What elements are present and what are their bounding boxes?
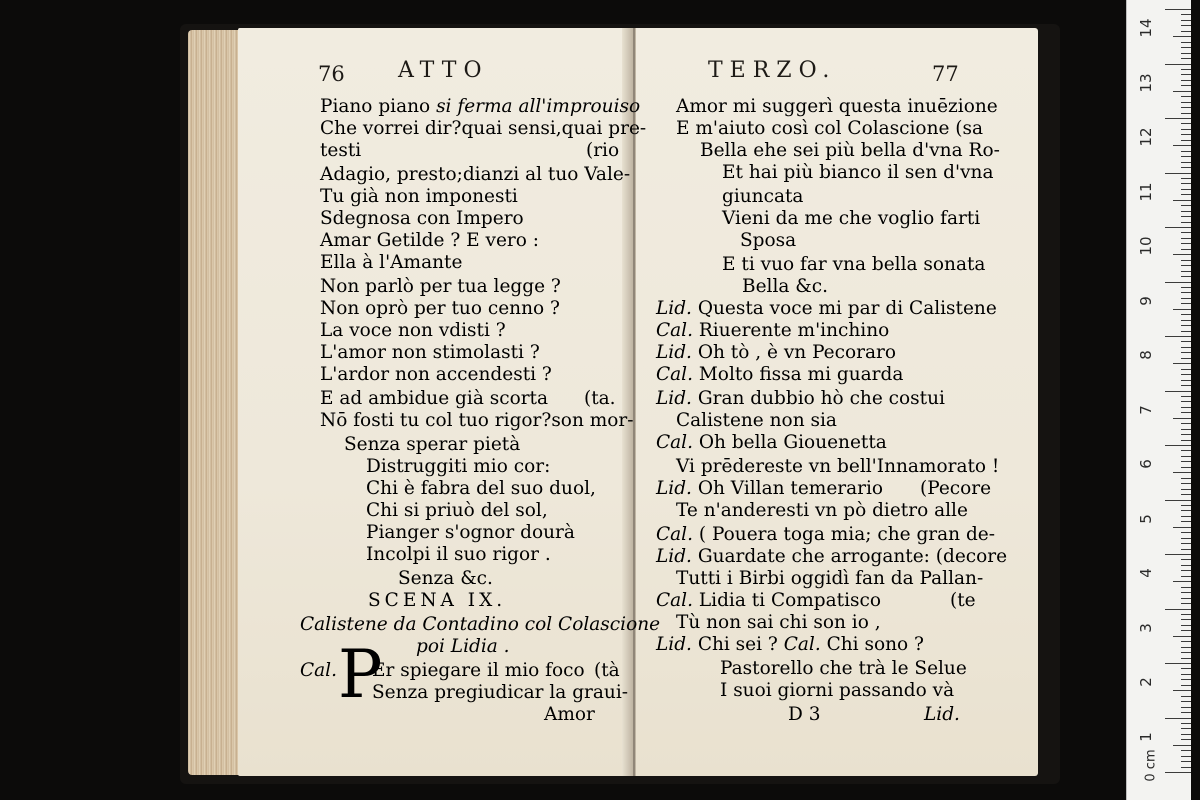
ruler-tick xyxy=(1181,494,1191,495)
ruler-tick xyxy=(1181,483,1191,484)
ruler-number: 4 xyxy=(1137,568,1155,578)
ruler-number: 7 xyxy=(1137,404,1155,415)
ruler-tick xyxy=(1165,9,1191,10)
ruler-tick xyxy=(1173,472,1191,473)
ruler-tick xyxy=(1181,129,1191,130)
left-page-text-line: Amar Getilde ? E vero : xyxy=(320,230,540,251)
ruler-tick xyxy=(1181,598,1191,599)
ruler-tick xyxy=(1181,347,1191,348)
left-page-text-line: Che vorrei dir?quai sensi,quai pre- xyxy=(320,118,647,139)
left-page-text-line: Piano piano si ferma all'improuiso xyxy=(320,96,641,117)
left-page-text-line: Sdegnosa con Impero xyxy=(320,208,524,229)
right-page-text-line: Vi prēdereste vn bell'Innamorato ! xyxy=(676,456,1000,477)
ruler-tick xyxy=(1181,712,1191,713)
right-page-text-line: Te n'anderesti vn pò dietro alle xyxy=(676,500,968,521)
ruler-tick xyxy=(1173,418,1191,419)
ruler-tick xyxy=(1181,696,1191,697)
right-page-text-line: Lid. Oh Villan temerario xyxy=(656,478,884,499)
ruler-tick xyxy=(1181,614,1191,615)
ruler-tick xyxy=(1181,260,1191,261)
left-page-text-line: Ella à l'Amante xyxy=(320,252,463,273)
right-page-text-line: Bella ehe sei più bella d'vna Ro- xyxy=(700,140,1000,161)
left-page-text-line: (ta. xyxy=(584,388,616,409)
ruler-tick xyxy=(1181,434,1191,435)
left-page-text-line: Pianger s'ognor dourà xyxy=(366,522,575,543)
ruler-tick xyxy=(1181,538,1191,539)
drop-capital: P xyxy=(338,636,383,713)
ruler-tick xyxy=(1173,363,1191,364)
ruler-tick xyxy=(1181,156,1191,157)
right-page-text-line: Lid. Oh tò , è vn Pecoraro xyxy=(656,342,896,363)
ruler-tick xyxy=(1181,31,1191,32)
left-page-text-line: testi xyxy=(320,140,362,161)
left-page-number: 76 xyxy=(318,62,345,86)
ruler-tick xyxy=(1181,194,1191,195)
left-page-text-line: Non parlò per tua legge ? xyxy=(320,276,561,297)
ruler-tick xyxy=(1181,325,1191,326)
ruler-tick xyxy=(1173,636,1191,637)
ruler-tick xyxy=(1181,211,1191,212)
ruler-tick xyxy=(1181,276,1191,277)
ruler-tick xyxy=(1181,14,1191,15)
ruler-tick xyxy=(1181,625,1191,626)
ruler-tick xyxy=(1173,309,1191,310)
ruler-tick xyxy=(1181,756,1191,757)
ruler-tick xyxy=(1181,565,1191,566)
right-page-text-line: (Pecore xyxy=(920,478,992,499)
ruler-tick xyxy=(1173,91,1191,92)
ruler-tick xyxy=(1181,630,1191,631)
ruler-tick xyxy=(1173,581,1191,582)
right-page-text-line: Cal. Oh bella Giouenetta xyxy=(656,432,887,453)
ruler-tick xyxy=(1165,772,1191,773)
ruler-tick xyxy=(1181,461,1191,462)
right-page-text-line: (te xyxy=(950,590,976,611)
ruler-tick xyxy=(1181,113,1191,114)
ruler-number: 11 xyxy=(1137,181,1155,202)
ruler-tick xyxy=(1181,331,1191,332)
ruler-tick xyxy=(1181,478,1191,479)
right-page-text-line: Bella &c. xyxy=(742,276,828,297)
ruler-tick xyxy=(1181,587,1191,588)
ruler-tick xyxy=(1181,232,1191,233)
ruler-tick xyxy=(1165,282,1191,283)
ruler-tick xyxy=(1181,396,1191,397)
ruler-tick xyxy=(1181,723,1191,724)
ruler-number: 9 xyxy=(1137,295,1155,306)
left-page-text-line: (tà xyxy=(594,660,620,681)
ruler-tick xyxy=(1181,668,1191,669)
ruler-tick xyxy=(1181,178,1191,179)
ruler-tick xyxy=(1173,690,1191,691)
ruler-tick xyxy=(1181,734,1191,735)
ruler-tick xyxy=(1181,750,1191,751)
ruler-tick xyxy=(1181,559,1191,560)
right-page-text-line: Et hai più bianco il sen d'vna xyxy=(722,162,994,183)
right-page-text-line: Lid. Guardate che arrogante: (decore xyxy=(656,546,1008,567)
ruler-tick xyxy=(1173,527,1191,528)
ruler-tick xyxy=(1173,254,1191,255)
ruler-tick xyxy=(1181,407,1191,408)
ruler-tick xyxy=(1181,47,1191,48)
ruler-tick xyxy=(1165,173,1191,174)
ruler-tick xyxy=(1173,145,1191,146)
ruler-number: 6 xyxy=(1137,459,1155,469)
right-page-text-line: Calistene non sia xyxy=(676,410,837,431)
ruler-tick xyxy=(1181,320,1191,321)
ruler-tick xyxy=(1181,510,1191,511)
ruler-number: 1 xyxy=(1137,731,1155,742)
ruler-tick xyxy=(1181,25,1191,26)
ruler-number: 8 xyxy=(1137,350,1155,360)
ruler-tick xyxy=(1181,222,1191,223)
ruler-tick xyxy=(1181,728,1191,729)
ruler-tick xyxy=(1165,445,1191,446)
ruler-tick xyxy=(1181,85,1191,86)
left-page-text-line: Senza sperar pietà xyxy=(344,434,521,455)
ruler-tick xyxy=(1181,385,1191,386)
ruler-tick xyxy=(1181,167,1191,168)
right-page-text-line: E m'aiuto così col Colascione (sa xyxy=(676,118,984,139)
ruler-tick xyxy=(1181,58,1191,59)
ruler-tick xyxy=(1181,287,1191,288)
ruler-tick xyxy=(1181,189,1191,190)
ruler-tick xyxy=(1181,549,1191,550)
ruler-tick xyxy=(1181,532,1191,533)
right-page-text-line: Lid. Gran dubbio hò che costui xyxy=(656,388,945,409)
left-page-text-line: La voce non vdisti ? xyxy=(320,320,506,341)
measuring-ruler xyxy=(1126,0,1191,800)
right-page-text-line: Lid. Questa voce mi par di Calistene xyxy=(656,298,997,319)
ruler-tick xyxy=(1181,592,1191,593)
ruler-tick xyxy=(1181,20,1191,21)
ruler-tick xyxy=(1181,358,1191,359)
ruler-tick xyxy=(1181,69,1191,70)
ruler-number: 12 xyxy=(1137,127,1155,147)
ruler-tick xyxy=(1181,205,1191,206)
right-page-text-line: Lid. xyxy=(924,704,960,725)
ruler-tick xyxy=(1181,374,1191,375)
right-page-text-line: E ti vuo far vna bella sonata xyxy=(722,254,986,275)
right-page-text-line: Lid. Chi sei ? Cal. Chi sono ? xyxy=(656,634,924,655)
ruler-tick xyxy=(1181,401,1191,402)
right-page-text-line: Cal. Molto fissa mi guarda xyxy=(656,364,904,385)
ruler-tick xyxy=(1181,674,1191,675)
ruler-tick xyxy=(1181,314,1191,315)
ruler-tick xyxy=(1181,369,1191,370)
ruler-tick xyxy=(1181,216,1191,217)
ruler-tick xyxy=(1181,53,1191,54)
ruler-tick xyxy=(1173,200,1191,201)
left-page-text-line: Senza &c. xyxy=(398,568,493,589)
ruler-tick xyxy=(1181,107,1191,108)
ruler-tick xyxy=(1181,271,1191,272)
right-page-text-line: Cal. Lidia ti Compatisco xyxy=(656,590,882,611)
left-page-text-line: (rio xyxy=(586,140,620,161)
ruler-tick xyxy=(1181,162,1191,163)
left-page-text-line: SCENA IX. xyxy=(368,590,507,611)
ruler-tick xyxy=(1181,767,1191,768)
ruler-tick xyxy=(1165,336,1191,337)
ruler-tick xyxy=(1181,183,1191,184)
left-page-text-line: Calistene da Contadino col Colascione xyxy=(300,614,661,635)
ruler-number: 14 xyxy=(1137,18,1155,38)
ruler-tick xyxy=(1181,707,1191,708)
right-page-text-line: Pastorello che trà le Selue xyxy=(720,658,967,679)
ruler-tick xyxy=(1181,74,1191,75)
ruler-tick xyxy=(1181,140,1191,141)
ruler-number: 5 xyxy=(1137,513,1155,524)
ruler-tick xyxy=(1181,249,1191,250)
ruler-tick xyxy=(1181,429,1191,430)
ruler-tick xyxy=(1181,521,1191,522)
ruler-tick xyxy=(1181,658,1191,659)
ruler-tick xyxy=(1181,679,1191,680)
ruler-tick xyxy=(1181,96,1191,97)
ruler-tick xyxy=(1181,701,1191,702)
ruler-tick xyxy=(1181,505,1191,506)
ruler-tick xyxy=(1165,118,1191,119)
ruler-tick xyxy=(1181,423,1191,424)
left-page-text-line: Cal. xyxy=(300,660,337,681)
right-page-text-line: Amor mi suggerì questa inuēzione xyxy=(676,96,998,117)
ruler-number: 13 xyxy=(1137,72,1155,93)
ruler-tick xyxy=(1181,467,1191,468)
left-page-text-line: L'ardor non accendesti ? xyxy=(320,364,552,385)
ruler-tick xyxy=(1181,102,1191,103)
ruler-tick xyxy=(1181,380,1191,381)
right-running-head: TERZO. xyxy=(708,58,837,83)
ruler-tick xyxy=(1165,64,1191,65)
ruler-tick xyxy=(1181,303,1191,304)
ruler-unit-label: 0 cm xyxy=(1143,749,1159,782)
ruler-tick xyxy=(1181,352,1191,353)
right-page-text-line: D 3 xyxy=(788,704,821,725)
right-page-text-line: Vieni da me che voglio farti xyxy=(722,208,981,229)
right-page-text-line: Cal. Riuerente m'inchino xyxy=(656,320,890,341)
ruler-number: 10 xyxy=(1137,236,1155,256)
ruler-tick xyxy=(1173,36,1191,37)
left-page-text-line: L'amor non stimolasti ? xyxy=(320,342,540,363)
ruler-tick xyxy=(1181,243,1191,244)
left-page-text-line: Adagio, presto;dianzi al tuo Vale- xyxy=(320,164,631,185)
left-page-text-line: Amor xyxy=(544,704,595,725)
ruler-tick xyxy=(1181,543,1191,544)
ruler-tick xyxy=(1165,391,1191,392)
ruler-tick xyxy=(1181,516,1191,517)
ruler-tick xyxy=(1181,619,1191,620)
right-page-text-line: Tutti i Birbi oggidì fan da Pallan- xyxy=(676,568,984,589)
ruler-tick xyxy=(1181,412,1191,413)
right-page-text-line: giuncata xyxy=(722,186,804,207)
right-page-number: 77 xyxy=(932,62,959,86)
ruler-tick xyxy=(1181,641,1191,642)
ruler-tick xyxy=(1165,663,1191,664)
left-page-text-line: Incolpi il suo rigor . xyxy=(366,544,551,565)
ruler-tick xyxy=(1181,576,1191,577)
right-page-text-line: Sposa xyxy=(740,230,797,251)
ruler-tick xyxy=(1181,80,1191,81)
ruler-tick xyxy=(1165,500,1191,501)
ruler-tick xyxy=(1181,151,1191,152)
ruler-tick xyxy=(1181,42,1191,43)
ruler-tick xyxy=(1181,238,1191,239)
ruler-tick xyxy=(1181,652,1191,653)
ruler-tick xyxy=(1165,227,1191,228)
ruler-tick xyxy=(1181,456,1191,457)
left-running-head: ATTO xyxy=(398,58,489,83)
ruler-tick xyxy=(1181,603,1191,604)
left-page-text-line: E ad ambidue già scorta xyxy=(320,388,549,409)
ruler-tick xyxy=(1181,298,1191,299)
ruler-tick xyxy=(1181,440,1191,441)
left-page-text-line: Nō fosti tu col tuo rigor?son mor- xyxy=(320,410,634,431)
left-page-text-line: Distruggiti mio cor: xyxy=(366,456,551,477)
left-page-text-line: poi Lidia . xyxy=(416,636,510,657)
left-page-text-line: Senza pregiudicar la graui- xyxy=(372,682,629,703)
ruler-tick xyxy=(1165,554,1191,555)
ruler-tick xyxy=(1181,570,1191,571)
right-page-text-line: I suoi giorni passando và xyxy=(720,680,955,701)
ruler-tick xyxy=(1181,761,1191,762)
left-page-text-line: Chi è fabra del suo duol, xyxy=(366,478,596,499)
left-page-text-line: Non oprò per tuo cenno ? xyxy=(320,298,560,319)
ruler-tick xyxy=(1181,123,1191,124)
ruler-tick xyxy=(1181,134,1191,135)
ruler-tick xyxy=(1181,685,1191,686)
ruler-tick xyxy=(1181,292,1191,293)
ruler-number: 3 xyxy=(1137,622,1155,633)
ruler-tick xyxy=(1173,745,1191,746)
left-page-text-line: Chi si priuò del sol, xyxy=(366,500,548,521)
ruler-tick xyxy=(1181,450,1191,451)
ruler-tick xyxy=(1181,265,1191,266)
left-page-text-line: Tu già non imponesti xyxy=(320,186,518,207)
right-page-text-line: Cal. ( Pouera toga mia; che gran de- xyxy=(656,524,996,545)
ruler-tick xyxy=(1181,341,1191,342)
left-page-text-line: Er spiegare il mio foco xyxy=(372,660,585,681)
ruler-tick xyxy=(1181,647,1191,648)
ruler-tick xyxy=(1165,718,1191,719)
ruler-tick xyxy=(1165,609,1191,610)
right-page-text-line: Tù non sai chi son io , xyxy=(676,612,881,633)
ruler-tick xyxy=(1181,489,1191,490)
ruler-tick xyxy=(1181,739,1191,740)
ruler-number: 2 xyxy=(1137,677,1155,687)
